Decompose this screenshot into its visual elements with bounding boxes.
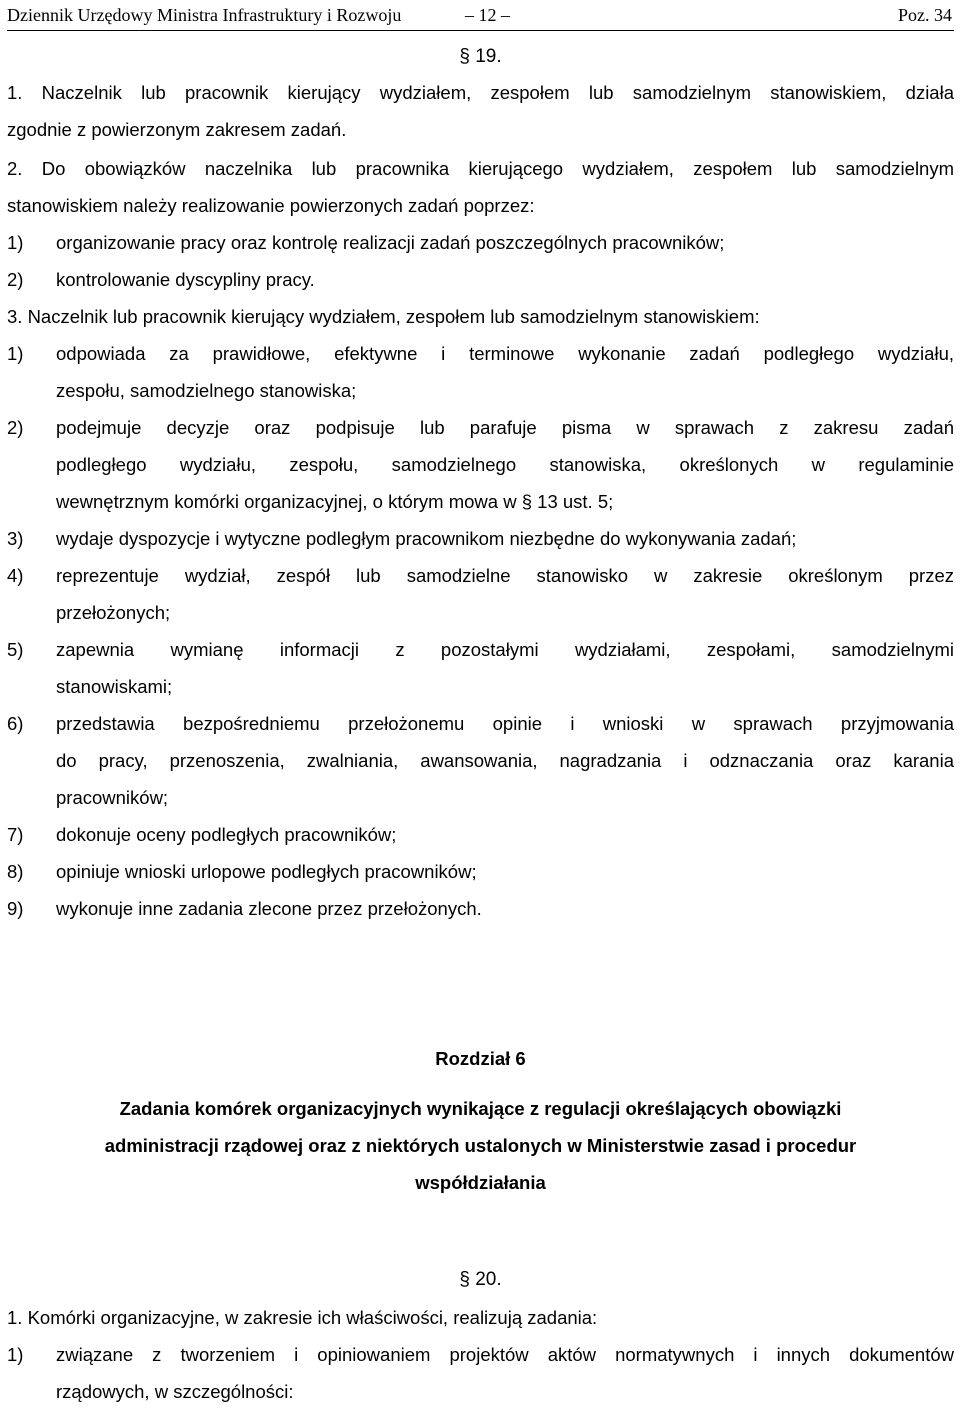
list-item xyxy=(7,705,954,742)
list-item-continuation: przełożonych; xyxy=(56,602,171,623)
list-item-number: 8) xyxy=(7,861,24,882)
paragraph-line: 1. Naczelnik lub pracownik kierujący wydziałem, zespołem lub samodzielnym stanowiskiem, działa xyxy=(7,82,954,103)
paragraph-line: zgodnie z powierzonym zakresem zadań. xyxy=(7,119,347,140)
list-item-number: 3) xyxy=(7,528,24,549)
section-19-title: § 19. xyxy=(459,46,502,67)
publication-title: Dziennik Urzędowy Ministra Infrastruktury i Rozwoju xyxy=(7,5,402,25)
chapter-subtitle-line: współdziałania xyxy=(415,1172,546,1193)
list-item-continuation: rządowych, w szczególności: xyxy=(56,1381,294,1402)
list-item-continuation: podległego wydziału, zespołu, samodzielnego stanowiska, określonych w regulaminie xyxy=(56,454,954,475)
page-header xyxy=(7,0,954,31)
list-item-number: 1) xyxy=(7,343,24,364)
list-item xyxy=(7,1336,954,1373)
list-item-number: 5) xyxy=(7,639,24,660)
list-item-text: wydaje dyspozycje i wytyczne podległym pracownikom niezbędne do wykonywania zadań; xyxy=(56,528,797,549)
position-number: Poz. 34 xyxy=(898,5,952,25)
paragraph-line: 3. Naczelnik lub pracownik kierujący wydziałem, zespołem lub samodzielnym stanowiskiem: xyxy=(7,306,760,327)
section-20-title: § 20. xyxy=(459,1269,502,1290)
list-item-text: kontrolowanie dyscypliny pracy. xyxy=(56,269,315,290)
list-item-number: 7) xyxy=(7,824,24,845)
list-item xyxy=(7,409,954,446)
list-item-text: wykonuje inne zadania zlecone przez przełożonych. xyxy=(56,898,482,919)
list-item-number: 6) xyxy=(7,713,24,734)
list-item xyxy=(7,520,954,557)
list-item xyxy=(7,335,954,372)
list-item xyxy=(7,557,954,594)
list-item-text: związane z tworzeniem i opiniowaniem projektów aktów normatywnych i innych dokumentów xyxy=(56,1344,954,1365)
list-item-number: 2) xyxy=(7,269,24,290)
list-item-text: reprezentuje wydział, zespół lub samodzielne stanowisko w zakresie określonym przez xyxy=(56,565,954,586)
list-item-text: podejmuje decyzje oraz podpisuje lub parafuje pisma w sprawach z zakresu zadań xyxy=(56,417,954,438)
chapter-title: Rozdział 6 xyxy=(435,1048,526,1069)
list-item xyxy=(7,224,954,261)
chapter-subtitle-line: administracji rządowej oraz z niektórych ustalonych w Ministerstwie zasad i procedur xyxy=(104,1135,857,1156)
list-item-number: 1) xyxy=(7,232,24,253)
list-item-text: odpowiada za prawidłowe, efektywne i terminowe wykonanie zadań podległego wydziału, xyxy=(56,343,954,364)
paragraph-line: stanowiskiem należy realizowanie powierzonych zadań poprzez: xyxy=(7,195,535,216)
list-item-text: przedstawia bezpośredniemu przełożonemu opinie i wnioski w sprawach przyjmowania xyxy=(56,713,954,734)
paragraph-line: 2. Do obowiązków naczelnika lub pracownika kierującego wydziałem, zespołem lub samodzielnym xyxy=(7,158,954,179)
chapter-subtitle xyxy=(7,1090,954,1201)
list-item-continuation: do pracy, przenoszenia, zwalniania, awansowania, nagradzania i odznaczania oraz karania xyxy=(56,750,954,771)
list-item-continuation: stanowiskami; xyxy=(56,676,173,697)
list-item xyxy=(7,890,954,927)
section-19-paragraph-2 xyxy=(7,150,954,298)
list-item xyxy=(7,261,954,298)
list-item-continuation: wewnętrznym komórki organizacyjnej, o którym mowa w § 13 ust. 5; xyxy=(56,491,614,512)
paragraph-line: 1. Komórki organizacyjne, w zakresie ich właściwości, realizują zadania: xyxy=(7,1307,598,1328)
section-20-paragraph-1 xyxy=(7,1299,954,1410)
list-item xyxy=(7,853,954,890)
page-number: – 12 – xyxy=(465,5,510,25)
list-item xyxy=(7,816,954,853)
list-item-text: dokonuje oceny podległych pracowników; xyxy=(56,824,397,845)
list-item-number: 1) xyxy=(7,1344,24,1365)
section-19-paragraph-3 xyxy=(7,298,954,927)
list-item xyxy=(7,631,954,668)
list-item-number: 9) xyxy=(7,898,24,919)
list-item-number: 2) xyxy=(7,417,24,438)
list-item-text: zapewnia wymianę informacji z pozostałymi wydziałami, zespołami, samodzielnymi xyxy=(56,639,954,660)
list-item-number: 4) xyxy=(7,565,24,586)
list-item-continuation: pracowników; xyxy=(56,787,169,808)
chapter-subtitle-line: Zadania komórek organizacyjnych wynikające z regulacji określających obowiązki xyxy=(119,1098,842,1119)
list-item-text: opiniuje wnioski urlopowe podległych pracowników; xyxy=(56,861,477,882)
list-item-continuation: zespołu, samodzielnego stanowiska; xyxy=(56,380,357,401)
list-item-text: organizowanie pracy oraz kontrolę realizacji zadań poszczególnych pracowników; xyxy=(56,232,725,253)
section-19-paragraph-1 xyxy=(7,74,954,148)
